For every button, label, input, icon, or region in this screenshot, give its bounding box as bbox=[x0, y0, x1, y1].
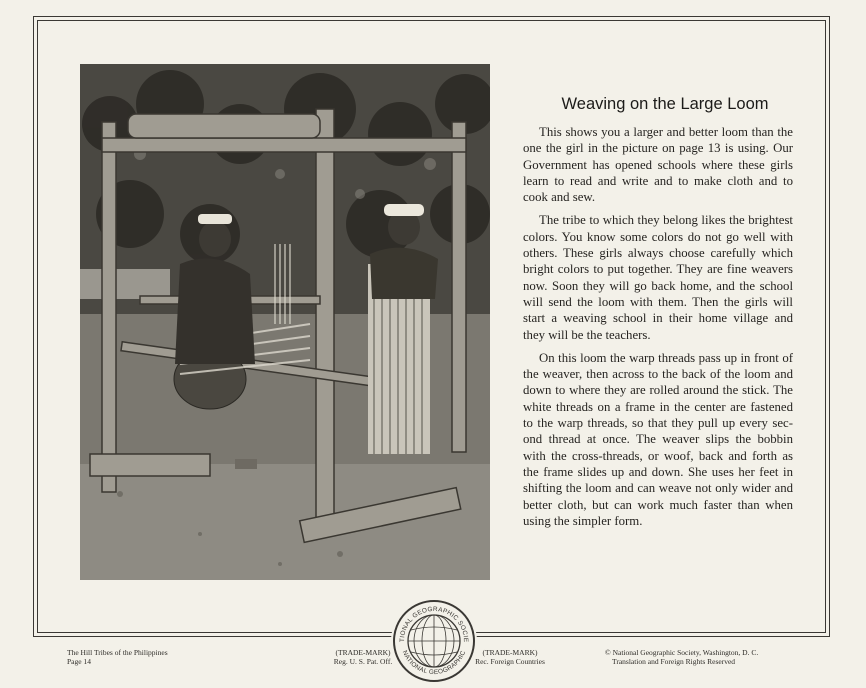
loom-photograph bbox=[80, 64, 490, 580]
copyright-line: © National Geographic Society, Washington, D. C. bbox=[605, 648, 759, 657]
seal-text-top: TIONAL GEOGRAPHIC SOCIE bbox=[398, 605, 470, 643]
paragraph-2: The tribe to which they belong likes the brightest colors. You know some colors do not go well with others. These girls always choose carefully which bright colors to put together. They are fine weavers now. Soon they will go back home, and the school will send the loom with them. Then the girls will start a weaving school in their home village and they will be the teachers. bbox=[523, 213, 793, 342]
globe-seal-icon bbox=[391, 598, 477, 684]
footer-page-number: Page 14 bbox=[67, 657, 91, 666]
trademark-us-reg: Reg. U. S. Pat. Off. bbox=[333, 657, 393, 666]
trademark-foreign-label: (TRADE-MARK) bbox=[482, 648, 538, 657]
page-title: Weaving on the Large Loom bbox=[561, 95, 769, 113]
article-body bbox=[523, 124, 793, 536]
trademark-us-label: (TRADE-MARK) bbox=[335, 648, 391, 657]
rights-line: Translation and Foreign Rights Reserved bbox=[612, 657, 736, 666]
footer-copyright bbox=[605, 648, 758, 666]
trademark-foreign-reg: Rec. Foreign Countries bbox=[475, 657, 545, 666]
seal-text-bottom: NATIONAL GEOGRAPHIC bbox=[400, 649, 468, 677]
paragraph-3: On this loom the warp threads pass up in front of the weaver, then across to the back of the loom and down to where they are rolled around the stick. The white threads on a frame in the center are fastened to the warp threads, so that they pull up every second thread at once. The weaver slips the bobbin with the cross-threads, or woof, back and forth as the frame slides up and down. She uses her feet in shifting the loom and can weave not only wider and better cloth, but can work much faster than when using the simpler form. bbox=[523, 350, 793, 528]
paragraph-1: This shows you a larger and better loom than the one the girl in the picture on page 13 is using. Our Government has opened schools where these girls learn to read and write and to make cloth and to cook and sew. bbox=[523, 125, 793, 205]
footer-trademark-foreign bbox=[474, 648, 546, 666]
footer-series-title: The Hill Tribes of the Philippines bbox=[67, 648, 168, 657]
footer-series bbox=[67, 648, 168, 666]
loom-illustration bbox=[80, 64, 490, 580]
footer-trademark-us bbox=[332, 648, 394, 666]
